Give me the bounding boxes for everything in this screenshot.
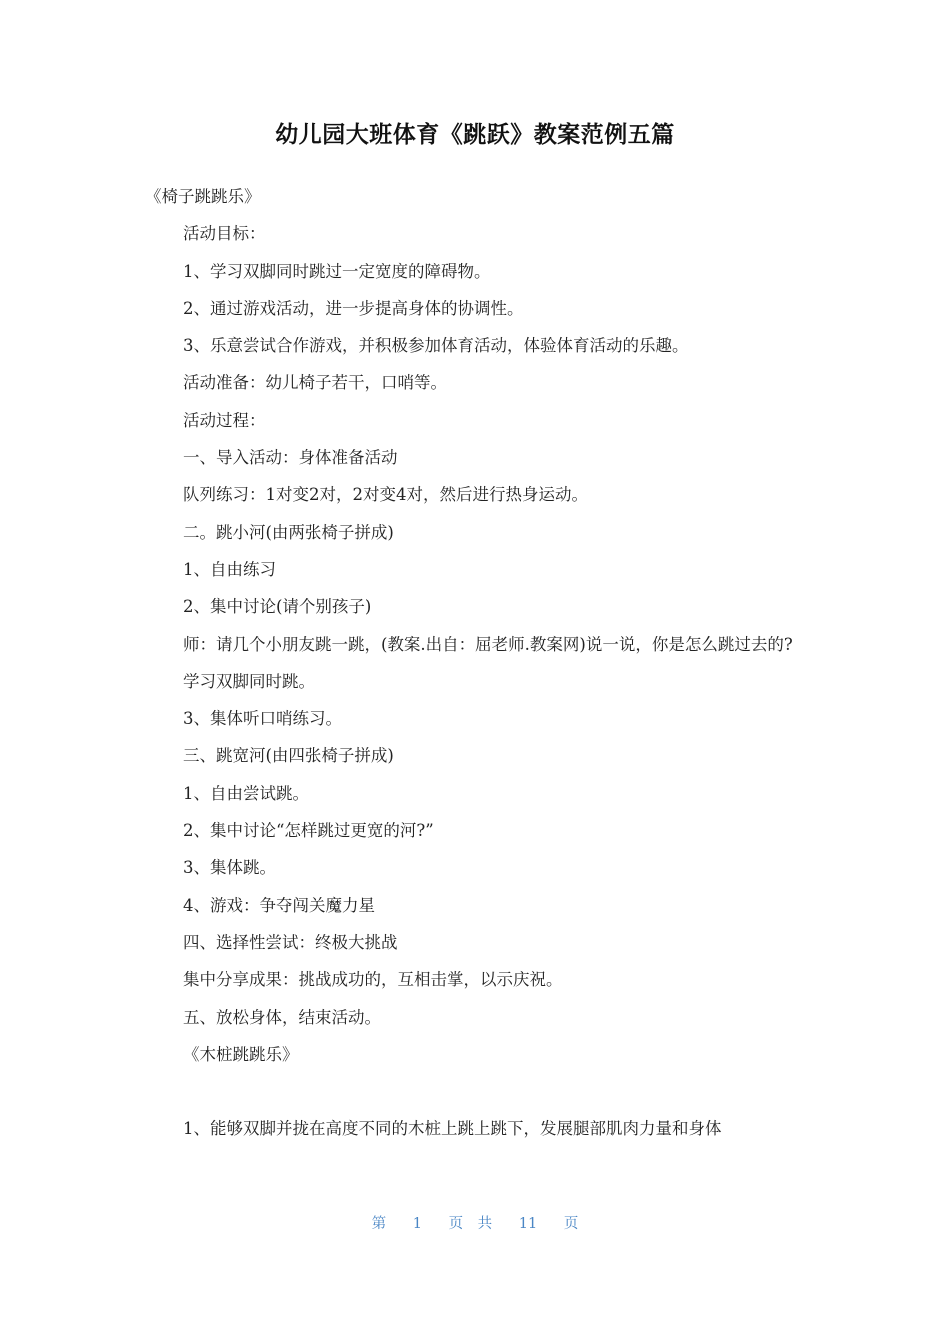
paragraph: 学习双脚同时跳。 — [183, 671, 315, 691]
paragraph: 活动目标： — [183, 224, 266, 244]
footer-label-pages: 页 — [563, 1216, 579, 1232]
section-heading-stump-jump: 《木桩跳跳乐》 — [183, 1044, 299, 1064]
paragraph: 3、集体跳。 — [183, 858, 276, 878]
footer-label-of: 页 共 — [448, 1216, 493, 1232]
footer-label-page: 第 — [371, 1216, 387, 1232]
paragraph: 五、放松身体，结束活动。 — [183, 1007, 381, 1027]
paragraph: 4、游戏：争夺闯关魔力星 — [183, 895, 375, 915]
paragraph: 二。跳小河(由两张椅子拼成) — [183, 522, 394, 542]
document-title: 幼儿园大班体育《跳跃》教案范例五篇 — [275, 122, 675, 148]
paragraph: 1、自由练习 — [183, 559, 276, 579]
paragraph: 3、乐意尝试合作游戏，并积极参加体育活动，体验体育活动的乐趣。 — [183, 336, 689, 356]
paragraph: 师：请几个小朋友跳一跳，(教案.出自：屈老师.教案网)说一说，你是怎么跳过去的? — [183, 634, 793, 654]
footer-current-page: 1 — [412, 1216, 422, 1232]
paragraph: 一、导入活动：身体准备活动 — [183, 448, 398, 468]
paragraph: 活动过程： — [183, 410, 266, 430]
paragraph: 1、自由尝试跳。 — [183, 783, 309, 803]
paragraph: 活动准备：幼儿椅子若干，口哨等。 — [183, 373, 447, 393]
paragraph: 2、集中讨论“怎样跳过更宽的河?” — [183, 821, 434, 841]
paragraph: 四、选择性尝试：终极大挑战 — [183, 932, 398, 952]
section-heading-chair-jump: 《椅子跳跳乐》 — [145, 187, 261, 206]
paragraph: 3、集体听口哨练习。 — [183, 709, 342, 729]
page-footer — [0, 1212, 950, 1233]
blank-line — [145, 1073, 807, 1110]
paragraph: 集中分享成果：挑战成功的，互相击掌，以示庆祝。 — [183, 970, 563, 990]
document-body — [145, 178, 807, 1148]
footer-total-pages: 11 — [518, 1216, 538, 1232]
paragraph: 1、学习双脚同时跳过一定宽度的障碍物。 — [183, 261, 491, 281]
paragraph: 三、跳宽河(由四张椅子拼成) — [183, 746, 394, 766]
paragraph: 队列练习：1对变2对，2对变4对，然后进行热身运动。 — [183, 485, 588, 505]
paragraph: 2、集中讨论(请个别孩子) — [183, 597, 372, 617]
paragraph: 2、通过游戏活动，进一步提高身体的协调性。 — [183, 298, 524, 318]
paragraph: 1、能够双脚并拢在高度不同的木桩上跳上跳下，发展腿部肌肉力量和身体 — [183, 1119, 722, 1139]
